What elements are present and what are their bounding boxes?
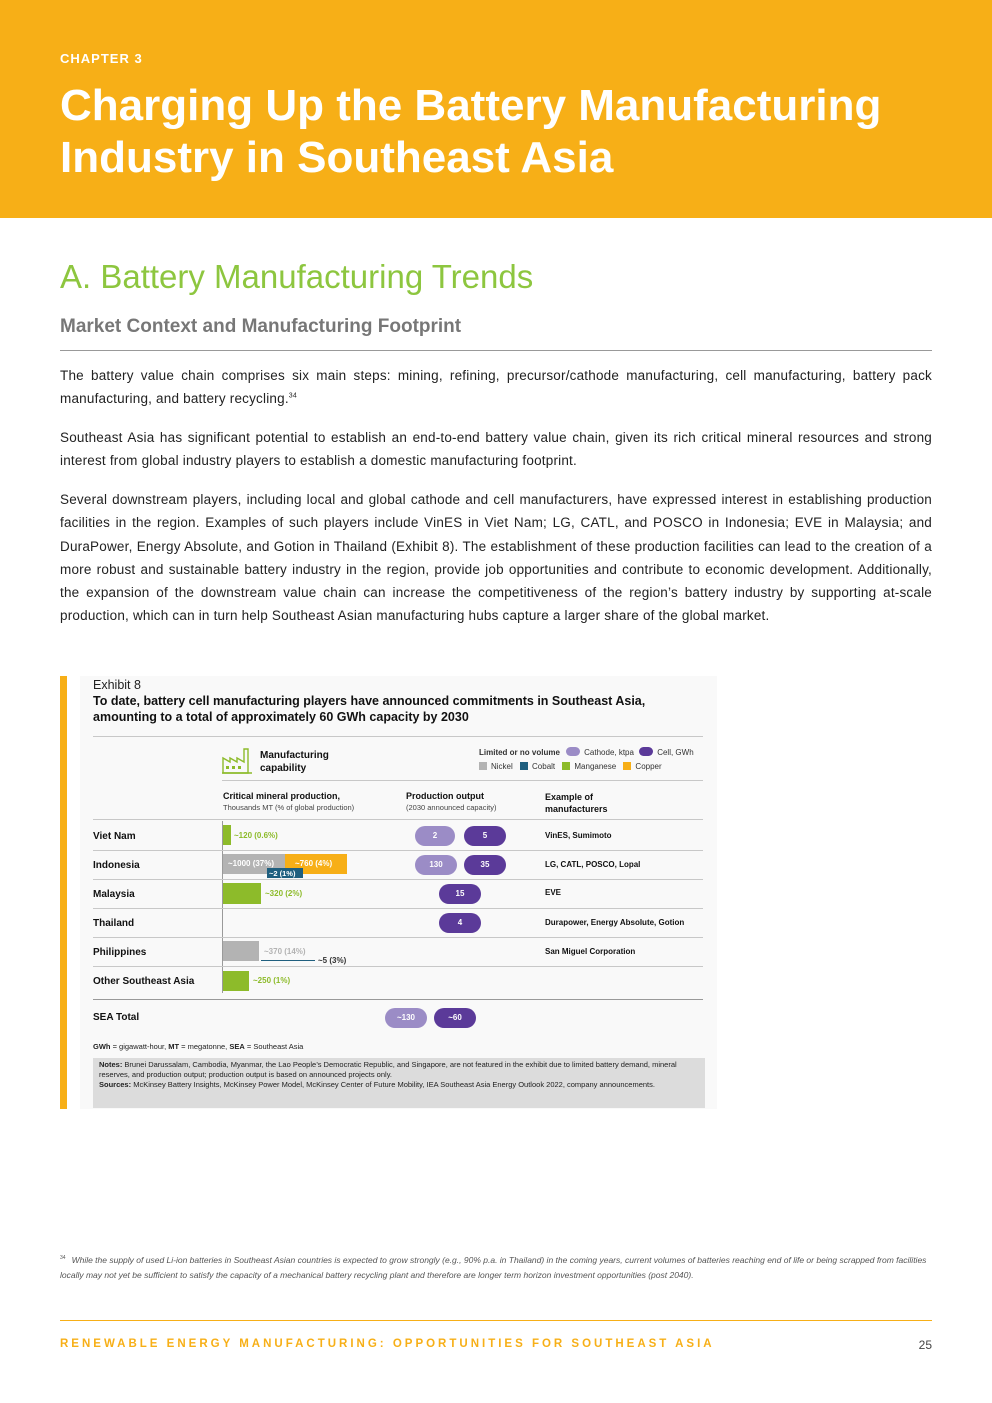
row-manufacturers: Durapower, Energy Absolute, Gotion xyxy=(545,918,685,927)
legend-cobalt: Cobalt xyxy=(532,762,556,771)
row-manufacturers: EVE xyxy=(545,888,562,897)
legend-manganese-swatch xyxy=(562,762,570,770)
sources-label: Sources: xyxy=(99,1080,132,1089)
pill-thailand-cell: 4 xyxy=(439,913,481,933)
legend-cell: Cell, GWh xyxy=(657,748,694,757)
bar-other-manganese xyxy=(223,971,249,991)
label-malaysia-manganese: ~320 (2%) xyxy=(265,889,303,898)
factory-icon xyxy=(222,746,252,774)
bar-axis-line xyxy=(222,821,223,993)
row-manufacturers: VinES, Sumimoto xyxy=(545,831,612,840)
chapter-header-band xyxy=(0,0,992,218)
total-divider xyxy=(93,999,703,1000)
sources-text: McKinsey Battery Insights, McKinsey Power Model, McKinsey Center of Future Mobility, IEA Southeast Asia Energy Outlook 2022, company announcements. xyxy=(131,1080,655,1089)
pill-indonesia-cathode: 130 xyxy=(415,855,457,875)
legend-copper: Copper xyxy=(635,762,662,771)
footnote-text: While the supply of used Li-ion batteries in Southeast Asian countries is expected to grow strongly (e.g., 90% p.a. in Thailand) in the coming years, current volumes of batteries reaching end of life or being scrapped from facilities locally may not yet be sufficient to satisfy the capacity of a mechanical battery recycling plant and therefore are longer term horizon investment opportunities (post 2040). xyxy=(60,1255,927,1280)
page-title-line-2: Industry in Southeast Asia xyxy=(60,133,614,182)
abbr-gwh: GWh xyxy=(93,1042,111,1051)
row-country: Malaysia xyxy=(93,889,135,900)
section-subheading: Market Context and Manufacturing Footprint xyxy=(60,316,462,337)
bar-vietnam-manganese xyxy=(223,825,231,845)
abbr-sea-def: = Southeast Asia xyxy=(244,1042,304,1051)
pill-total-cathode: ~130 xyxy=(385,1008,427,1028)
col-output-header: Production output xyxy=(406,791,484,801)
paragraph-1-text: The battery value chain comprises six main steps: mining, refining, precursor/cathode manufacturing, cell manufacturing, battery pack manufacturing, and battery recycling. xyxy=(60,368,932,407)
legend-copper-swatch xyxy=(623,762,631,770)
row-divider xyxy=(93,966,703,967)
footnote-ref-34[interactable]: 34 xyxy=(288,392,297,400)
legend-nickel: Nickel xyxy=(491,762,513,771)
col-output-subheader: (2030 announced capacity) xyxy=(406,803,497,812)
label-other-manganese: ~250 (1%) xyxy=(253,976,291,985)
exhibit-title-line-2: amounting to a total of approximately 60 GWh capacity by 2030 xyxy=(93,710,469,724)
label-indonesia-copper: ~760 (4%) xyxy=(295,859,333,868)
pill-vietnam-cell: 5 xyxy=(464,826,506,846)
column-header-divider xyxy=(93,819,703,820)
pill-vietnam-cathode: 2 xyxy=(415,826,455,846)
paragraph-3: Several downstream players, including local and global cathode and cell manufacturers, have expressed interest in establishing production facilities in the region. Examples of such players include VinES in Viet Nam; LG, CATL, and POSCO in Indonesia; EVE in Malaysia; and DuraPower, Energy Absolute, and Gotion in Thailand (Exhibit 8). The establishment of these production facilities can lead to the creation of a more robust and sustainable battery industry in the region, provide job opportunities and contribute to economic development. Additionally, the expansion of the downstream value chain can increase the competitiveness of the region’s battery industry by supporting at-scale production, which can in turn help Southeast Asian manufacturing hubs capture a larger share of the global market. xyxy=(60,492,932,624)
bar-malaysia-manganese xyxy=(223,883,261,904)
exhibit-accent-bar xyxy=(60,676,67,1109)
abbr-mt-def: = megatonne, xyxy=(179,1042,230,1051)
legend-cathode-swatch xyxy=(566,747,580,756)
notes-label: Notes: xyxy=(99,1060,123,1069)
bar-philippines-nickel xyxy=(223,941,259,961)
exhibit-title-line-1: To date, battery cell manufacturing players have announced commitments in Southeast Asia, xyxy=(93,694,646,708)
exhibit-title-divider xyxy=(93,736,703,737)
mfg-capability-label-1: Manufacturing xyxy=(260,750,329,761)
abbr-gwh-def: = gigawatt-hour, xyxy=(110,1042,169,1051)
paragraph-2: Southeast Asia has significant potential to establish an end-to-end battery value chain, given its rich critical mineral resources and strong interest from global industry players to establish a domestic manufacturing footprint. xyxy=(60,430,932,469)
label-philippines-nickel: ~370 (14%) xyxy=(264,947,306,956)
row-divider xyxy=(93,879,703,880)
exhibit-notes xyxy=(93,1058,705,1108)
total-country: SEA Total xyxy=(93,1012,140,1023)
legend-row-2 xyxy=(479,762,662,771)
pill-indonesia-cell: 35 xyxy=(464,855,506,875)
notes-text: Brunei Darussalam, Cambodia, Myanmar, the Lao People’s Democratic Republic, and Singapore, are not featured in the exhibit due to limited battery demand, mineral reserves, and production output; production output is based on announced projects only. xyxy=(99,1060,677,1079)
label-vietnam-manganese: ~120 (0.6%) xyxy=(234,831,278,840)
label-indonesia-nickel: ~1000 (37%) xyxy=(228,859,275,868)
abbr-mt: MT xyxy=(168,1042,180,1051)
col-manufacturers-header-1: Example of xyxy=(545,792,594,802)
footer-report-title: RENEWABLE ENERGY MANUFACTURING: OPPORTUNITIES FOR SOUTHEAST ASIA xyxy=(60,1338,715,1350)
legend-cathode: Cathode, ktpa xyxy=(584,748,634,757)
legend-limited: Limited or no volume xyxy=(479,748,560,757)
pill-total-cell: ~60 xyxy=(434,1008,476,1028)
row-country: Thailand xyxy=(93,918,135,929)
row-divider xyxy=(93,850,703,851)
row-divider xyxy=(93,908,703,909)
col-mineral-subheader: Thousands MT (% of global production) xyxy=(223,803,355,812)
page-title xyxy=(60,80,960,184)
pill-malaysia-cell: 15 xyxy=(439,884,481,904)
label-philippines-cobalt: ~5 (3%) xyxy=(318,956,347,965)
page-number: 25 xyxy=(918,1338,932,1352)
section-heading: A. Battery Manufacturing Trends xyxy=(60,258,534,295)
subheading-divider xyxy=(60,350,932,351)
legend-cobalt-swatch xyxy=(520,762,528,770)
abbr-sea: SEA xyxy=(229,1042,245,1051)
legend-manganese: Manganese xyxy=(574,762,617,771)
col-manufacturers-header-2: manufacturers xyxy=(545,804,608,814)
label-indonesia-cobalt: ~2 (1%) xyxy=(269,869,296,878)
row-manufacturers: San Miguel Corporation xyxy=(545,947,636,956)
abbreviations xyxy=(93,1042,303,1051)
row-manufacturers: LG, CATL, POSCO, Lopal xyxy=(545,860,641,869)
row-country: Indonesia xyxy=(93,860,140,871)
mfg-capability-label-2: capability xyxy=(260,763,307,774)
bar-philippines-cobalt xyxy=(261,960,315,961)
col-mineral-header: Critical mineral production, xyxy=(223,791,341,801)
chapter-label: CHAPTER 3 xyxy=(60,51,143,66)
row-country: Viet Nam xyxy=(93,831,136,842)
footer-divider xyxy=(60,1320,932,1321)
page-title-line-1: Charging Up the Battery Manufacturing xyxy=(60,81,882,130)
legend-cell-swatch xyxy=(639,747,653,756)
paragraph-1 xyxy=(60,364,932,411)
footnote-number: 34 xyxy=(60,1255,66,1262)
row-divider xyxy=(93,937,703,938)
row-country: Other Southeast Asia xyxy=(93,976,195,987)
exhibit-label: Exhibit 8 xyxy=(93,678,141,692)
row-country: Philippines xyxy=(93,947,147,958)
legend-divider xyxy=(222,780,703,781)
legend-row-1 xyxy=(479,747,694,757)
legend-nickel-swatch xyxy=(479,762,487,770)
footnote-34 xyxy=(60,1253,932,1283)
